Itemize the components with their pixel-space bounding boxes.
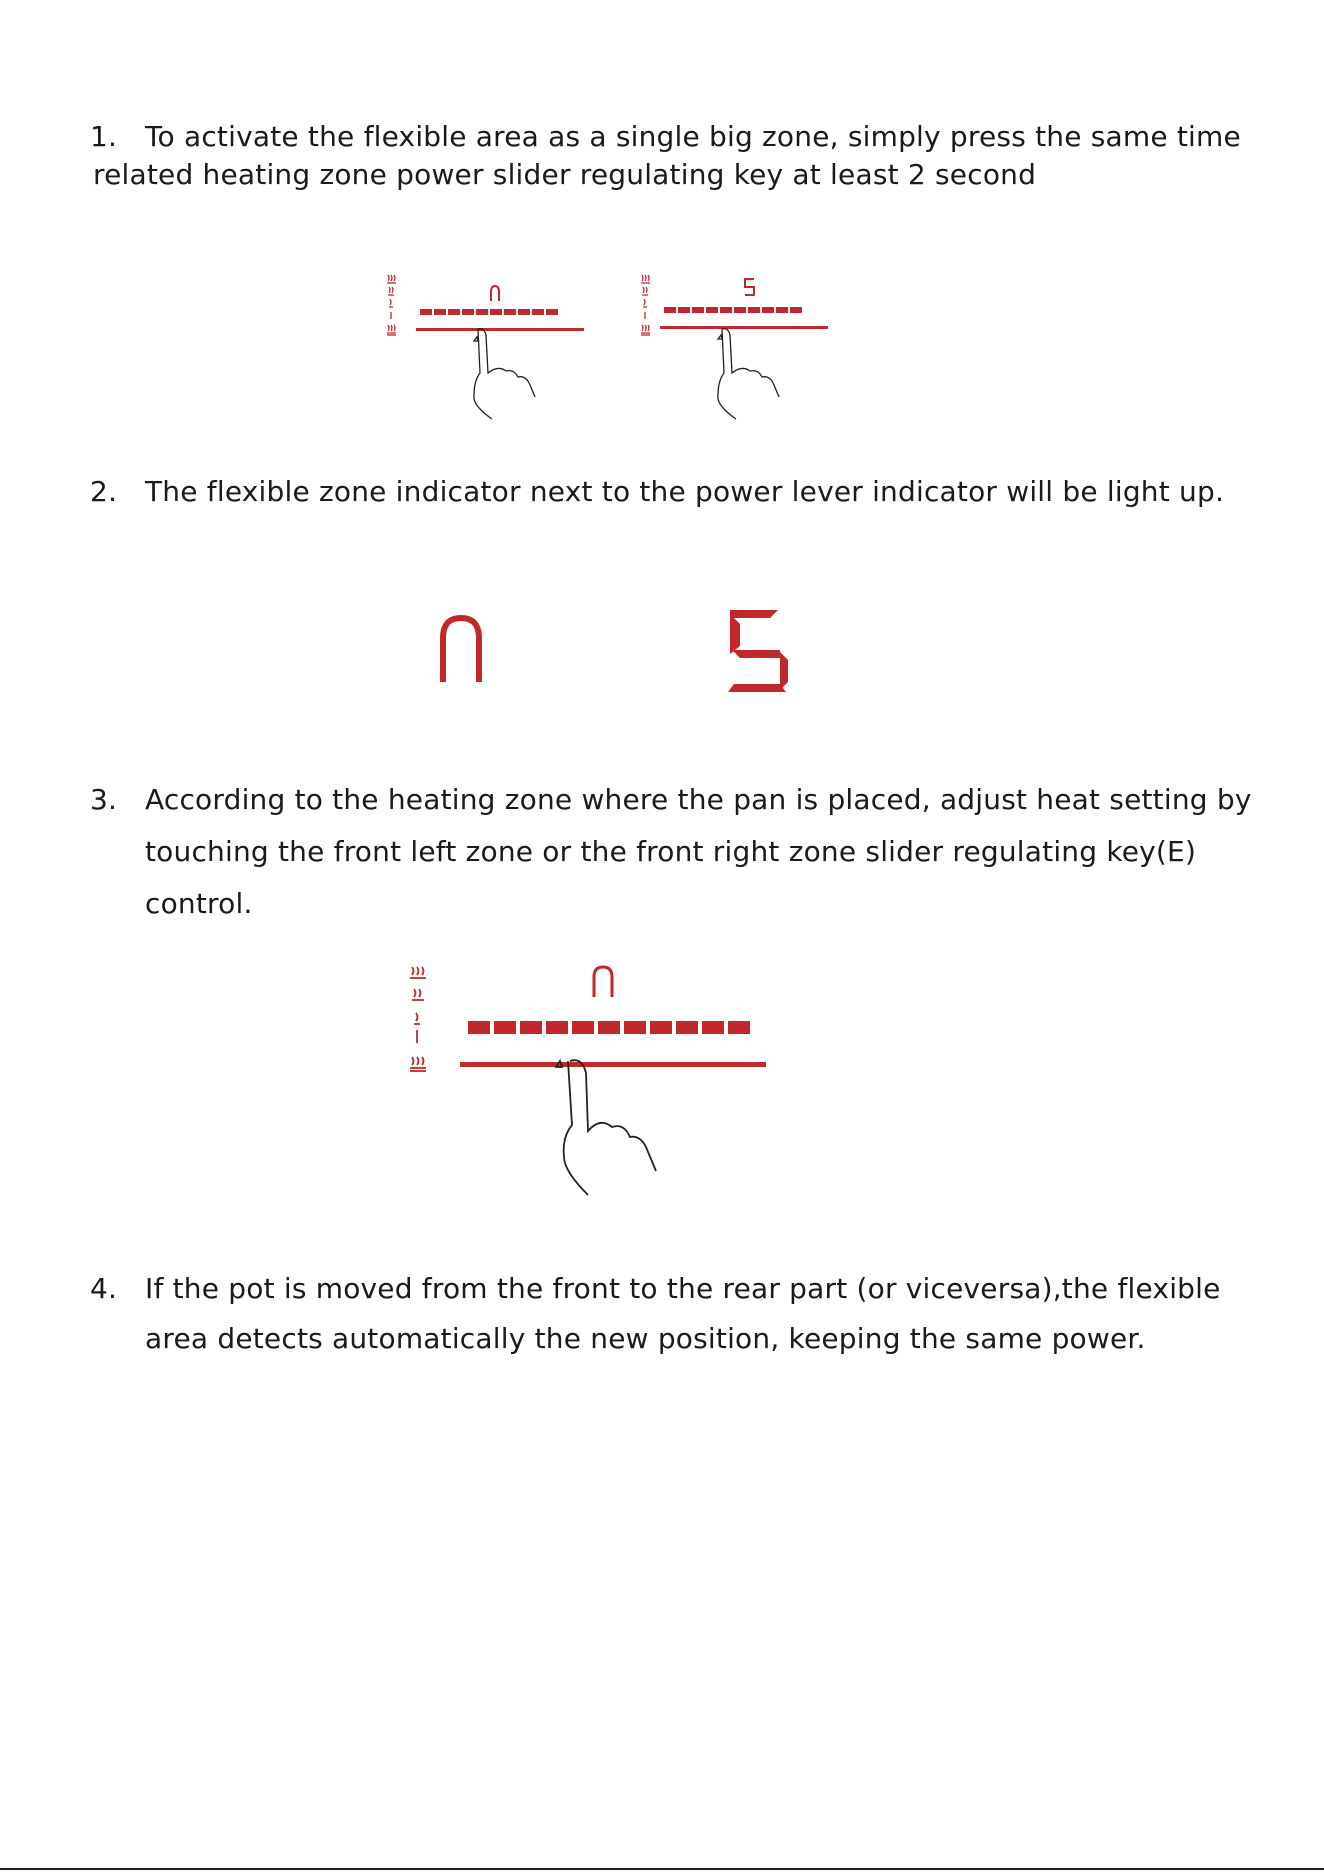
page-bottom-rule — [0, 1868, 1324, 1870]
step-4 — [90, 1264, 1221, 1364]
step-number: 3. — [90, 783, 118, 816]
step-number: 1. — [90, 120, 118, 153]
slider-figure-large — [400, 955, 780, 1215]
slider-figure-pair — [380, 265, 840, 435]
step-number: 2. — [90, 475, 118, 508]
slider-track — [660, 326, 828, 329]
step-text-line: related heating zone power slider regulating key at least 2 second — [93, 158, 1037, 191]
heat-level-icons — [641, 275, 650, 335]
power-level-bar — [420, 309, 558, 315]
slider-track — [416, 328, 584, 331]
step-text-line: area detects automatically the new position, keeping the same power. — [145, 1322, 1146, 1355]
zone-indicator-figure — [430, 600, 810, 700]
pointing-hand-icon — [474, 329, 535, 419]
step-text-line: According to the heating zone where the pan is placed, adjust heat setting by — [145, 783, 1252, 816]
heat-level-icons — [410, 967, 426, 1071]
step-text-line: If the pot is moved from the front to the rear part (or viceversa),the flexible — [145, 1272, 1221, 1305]
step-number: 4. — [90, 1272, 118, 1305]
seven-segment-5-glyph — [728, 610, 788, 692]
step-text-line: control. — [145, 887, 253, 920]
power-level-bar — [664, 307, 802, 313]
seven-segment-5-glyph — [745, 279, 754, 295]
step-text-line: touching the front left zone or the front right zone slider regulating key(E) — [145, 835, 1197, 868]
step-text-line: To activate the flexible area as a single big zone, simply press the same time — [145, 120, 1241, 153]
flex-zone-n-glyph — [594, 967, 612, 997]
power-level-bar — [468, 1021, 750, 1034]
slider-panel-right — [641, 275, 828, 419]
step-1 — [90, 118, 1241, 194]
flex-zone-n-glyph — [443, 618, 479, 682]
heat-level-icons — [387, 275, 396, 335]
step-3 — [90, 774, 1252, 930]
flex-zone-n-glyph — [491, 286, 499, 301]
pointing-hand-icon — [556, 1060, 656, 1195]
step-2 — [90, 468, 1224, 516]
slider-track — [460, 1062, 766, 1067]
slider-panel-left — [387, 275, 584, 419]
step-text-line: The flexible zone indicator next to the power lever indicator will be light up. — [145, 475, 1225, 508]
pointing-hand-icon — [718, 329, 779, 419]
